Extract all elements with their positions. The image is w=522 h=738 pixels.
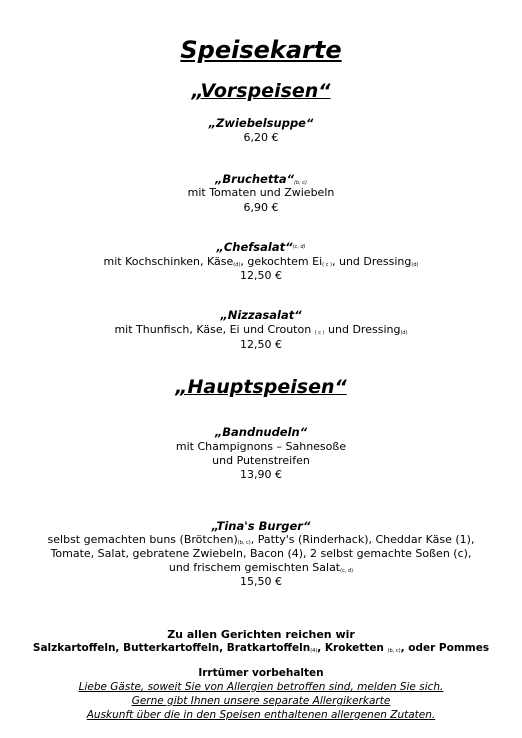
dish-description: mit Tomaten und Zwiebeln [187, 186, 335, 199]
sides-part: , oder Pommes [400, 642, 490, 654]
allergen-code: (c, d) [340, 568, 354, 574]
sides-part: , Kroketten [317, 642, 388, 654]
dish-description: mit Champignons – Sahnesoße [175, 440, 347, 453]
dish-price: 6,20 € [243, 131, 279, 144]
desc-part: mit Kochschinken, Käse [103, 255, 234, 268]
allergy-note: Liebe Gäste, soweit Sie von Allergien betroffen sind, melden Sie sich. [78, 681, 444, 693]
allergen-code: (b, c) [387, 648, 401, 654]
dish-description [0, 323, 522, 336]
dish-price: 12,50 € [240, 338, 282, 351]
section-heading-starters: „Vorspeisen“ [191, 80, 331, 102]
desc-part: und frischem gemischten Salat [168, 561, 341, 574]
dish-price: 15,50 € [240, 575, 282, 588]
dish-price: 6,90 € [243, 201, 279, 214]
allergen-code: (b, c) [237, 540, 251, 546]
desc-part: , Patty's (Rinderhack), Cheddar Käse (1), [250, 533, 475, 546]
desc-part: und Dressing [324, 323, 401, 336]
page-title: Speisekarte [180, 36, 342, 64]
dish-name-line [0, 240, 522, 254]
dish-description [0, 561, 522, 574]
allergen-code: ( c ) [322, 262, 332, 268]
disclaimer-heading: Irrtümer vorbehalten [198, 667, 324, 679]
allergen-code: (d) [233, 262, 241, 268]
desc-part: mit Thunfisch, Käse, Ei und Crouton [114, 323, 315, 336]
dish-name-line [0, 172, 522, 186]
allergen-code: (4) [310, 648, 318, 654]
dish-name: „Bandnudeln“ [214, 425, 308, 439]
dish-description: und Putenstreifen [212, 454, 310, 467]
dish-name: „Tina's Burger“ [211, 519, 311, 533]
desc-part: , und Dressing [331, 255, 412, 268]
dish-price: 13,90 € [240, 468, 282, 481]
allergen-code: (c, d) [292, 244, 306, 250]
desc-part: , gekochtem Ei [240, 255, 323, 268]
sides-intro: Zu allen Gerichten reichen wir [167, 628, 355, 641]
dish-name: „Zwiebelsuppe“ [208, 116, 314, 130]
section-heading-mains: „Hauptspeisen“ [175, 376, 347, 398]
allergy-note: Gerne gibt Ihnen unsere separate Allergikerkarte [131, 695, 391, 707]
allergen-code: (d) [400, 330, 408, 336]
dish-price: 12,50 € [240, 269, 282, 282]
dish-description [0, 255, 522, 268]
dish-name: „Bruchetta“ [214, 172, 294, 186]
allergen-code: ( c ) [314, 330, 325, 336]
allergy-note: Auskunft über die in den Speisen enthaltenen allergenen Zutaten. [86, 709, 436, 721]
dish-name: „Chefsalat“ [216, 240, 293, 254]
allergen-code: (d) [411, 262, 419, 268]
dish-description [0, 533, 522, 546]
dish-description: Tomate, Salat, gebratene Zwiebeln, Bacon (4), 2 selbst gemachte Soßen (c), [50, 547, 472, 560]
sides-list [0, 642, 522, 654]
dish-name: „Nizzasalat“ [220, 308, 302, 322]
sides-part: Salzkartoffeln, Butterkartoffeln, Bratkartoffeln [32, 642, 311, 654]
allergen-code: (b, c) [293, 180, 307, 186]
desc-part: selbst gemachten buns (Brötchen) [47, 533, 238, 546]
